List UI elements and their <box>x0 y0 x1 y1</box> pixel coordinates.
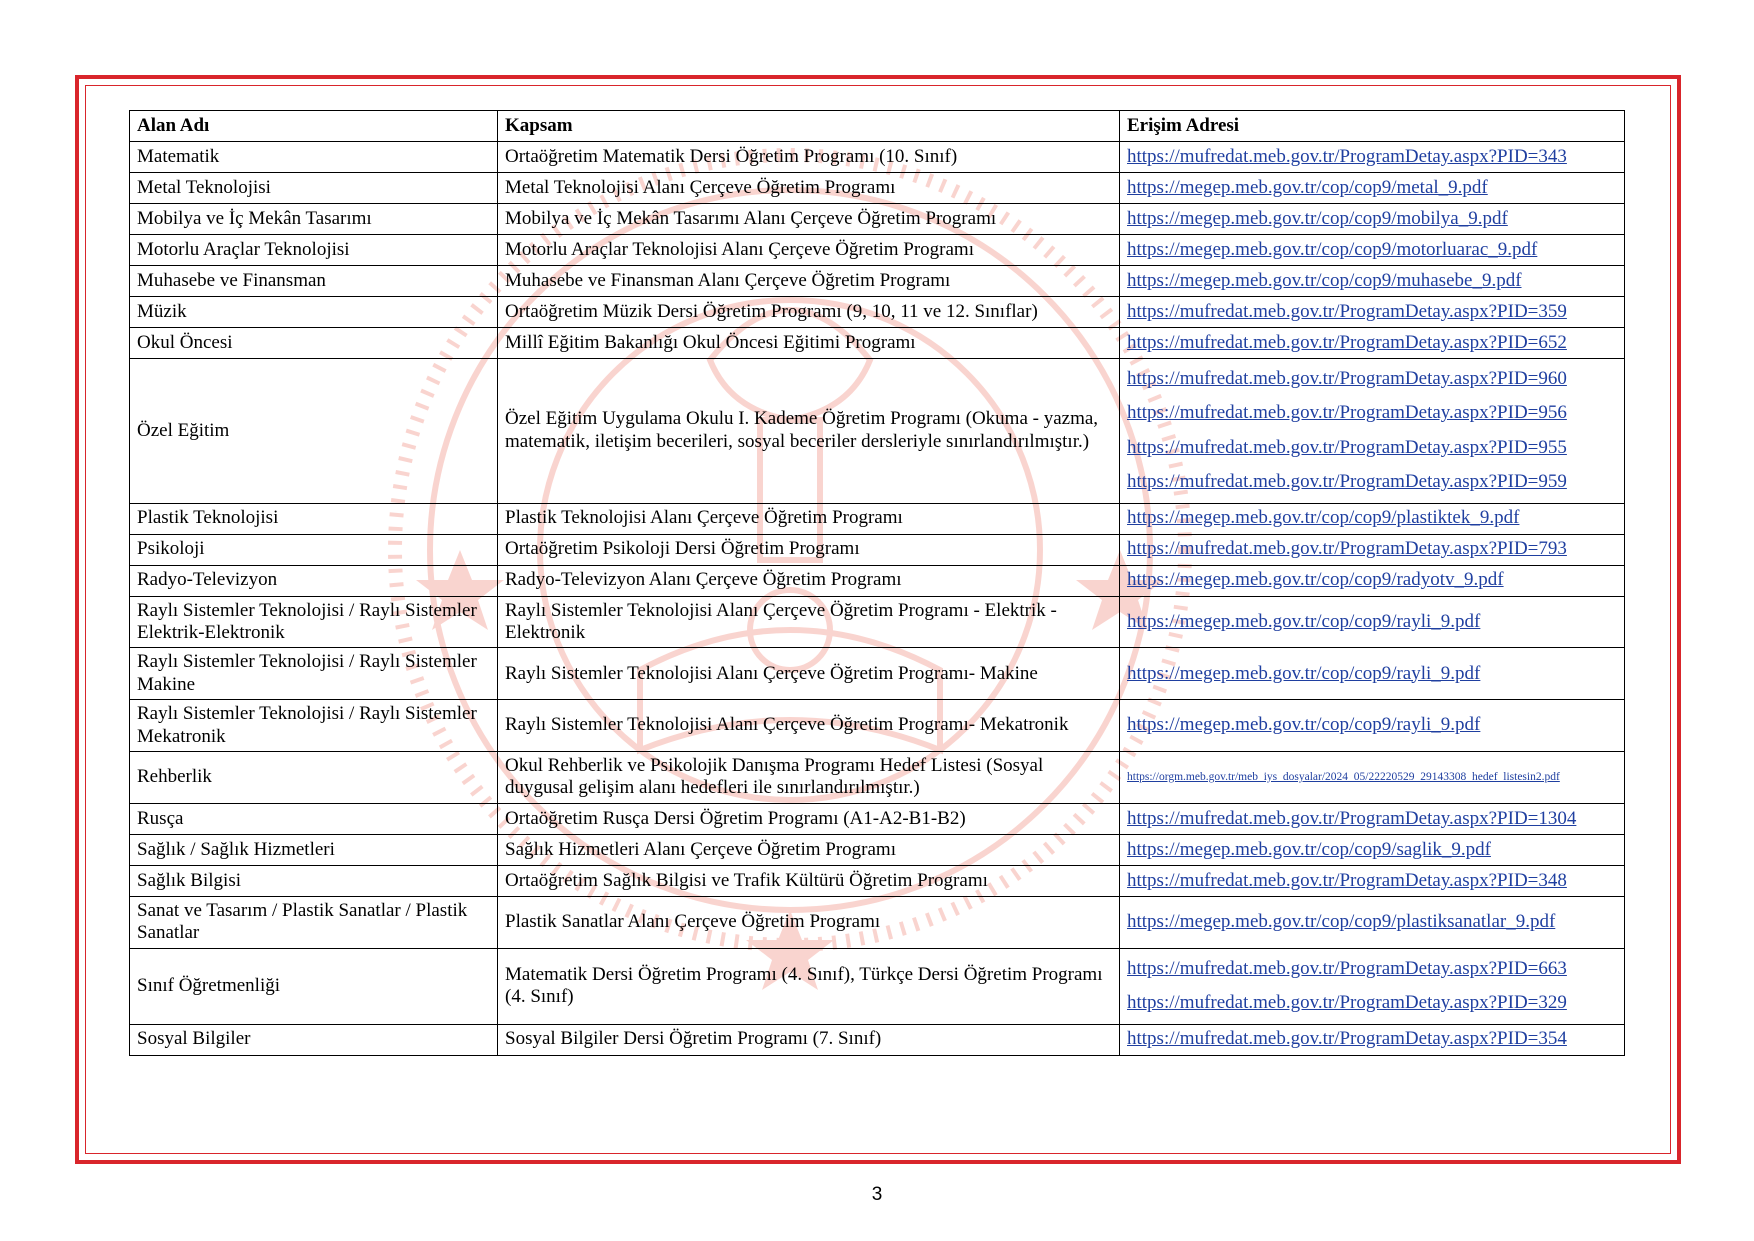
table-row <box>130 896 1625 948</box>
table-row <box>130 752 1625 804</box>
cell-kapsam: Plastik Sanatlar Alanı Çerçeve Öğretim Programı <box>498 896 1120 948</box>
cell-alan: Radyo-Televizyon <box>130 565 498 596</box>
cell-erisim <box>1120 534 1625 565</box>
cell-erisim <box>1120 700 1625 752</box>
table-row <box>130 803 1625 834</box>
cell-erisim <box>1120 865 1625 896</box>
cell-alan: Mobilya ve İç Mekân Tasarımı <box>130 204 498 235</box>
access-link[interactable]: https://mufredat.meb.gov.tr/ProgramDetay.aspx?PID=663 <box>1127 957 1567 979</box>
cell-erisim <box>1120 648 1625 700</box>
cell-alan: Raylı Sistemler Teknolojisi / Raylı Sistemler Makine <box>130 648 498 700</box>
access-link[interactable]: https://mufredat.meb.gov.tr/ProgramDetay.aspx?PID=354 <box>1127 1028 1567 1050</box>
cell-kapsam: Ortaöğretim Matematik Dersi Öğretim Programı (10. Sınıf) <box>498 142 1120 173</box>
access-link[interactable]: https://megep.meb.gov.tr/cop/cop9/metal_9.pdf <box>1127 176 1488 198</box>
access-link[interactable]: https://megep.meb.gov.tr/cop/cop9/rayli_9.pdf <box>1127 662 1481 684</box>
cell-alan: Psikoloji <box>130 534 498 565</box>
cell-erisim <box>1120 266 1625 297</box>
cell-kapsam: Matematik Dersi Öğretim Programı (4. Sınıf), Türkçe Dersi Öğretim Programı (4. Sınıf) <box>498 948 1120 1024</box>
access-link[interactable]: https://megep.meb.gov.tr/cop/cop9/radyotv_9.pdf <box>1127 569 1504 591</box>
access-link[interactable]: https://mufredat.meb.gov.tr/ProgramDetay.aspx?PID=960 <box>1127 368 1567 389</box>
cell-alan: Sanat ve Tasarım / Plastik Sanatlar / Plastik Sanatlar <box>130 896 498 948</box>
table-row <box>130 235 1625 266</box>
access-link[interactable]: https://megep.meb.gov.tr/cop/cop9/mobilya_9.pdf <box>1127 207 1508 229</box>
cell-alan: Rehberlik <box>130 752 498 804</box>
table-row <box>130 266 1625 297</box>
access-link[interactable]: https://mufredat.meb.gov.tr/ProgramDetay.aspx?PID=343 <box>1127 145 1567 167</box>
cell-kapsam: Millî Eğitim Bakanlığı Okul Öncesi Eğitimi Programı <box>498 328 1120 359</box>
cell-alan: Metal Teknolojisi <box>130 173 498 204</box>
cell-alan: Sağlık / Sağlık Hizmetleri <box>130 834 498 865</box>
cell-erisim <box>1120 565 1625 596</box>
access-link[interactable]: https://megep.meb.gov.tr/cop/cop9/rayli_9.pdf <box>1127 714 1481 736</box>
curriculum-table <box>129 110 1625 1056</box>
cell-alan: Özel Eğitim <box>130 359 498 504</box>
table-row <box>130 565 1625 596</box>
access-link[interactable]: https://megep.meb.gov.tr/cop/cop9/plastiktek_9.pdf <box>1127 507 1520 529</box>
cell-alan: Plastik Teknolojisi <box>130 503 498 534</box>
access-link[interactable]: https://megep.meb.gov.tr/cop/cop9/muhasebe_9.pdf <box>1127 269 1522 291</box>
cell-alan: Müzik <box>130 297 498 328</box>
access-link[interactable]: https://mufredat.meb.gov.tr/ProgramDetay.aspx?PID=359 <box>1127 300 1567 322</box>
cell-erisim <box>1120 142 1625 173</box>
cell-kapsam: Ortaöğretim Rusça Dersi Öğretim Programı (A1-A2-B1-B2) <box>498 803 1120 834</box>
table-row <box>130 648 1625 700</box>
cell-erisim <box>1120 359 1625 504</box>
table-row <box>130 700 1625 752</box>
cell-alan: Sınıf Öğretmenliği <box>130 948 498 1024</box>
cell-alan: Muhasebe ve Finansman <box>130 266 498 297</box>
access-link[interactable]: https://megep.meb.gov.tr/cop/cop9/plastiksanatlar_9.pdf <box>1127 911 1556 933</box>
access-link[interactable]: https://mufredat.meb.gov.tr/ProgramDetay.aspx?PID=1304 <box>1127 807 1577 829</box>
cell-alan: Raylı Sistemler Teknolojisi / Raylı Sistemler Elektrik-Elektronik <box>130 596 498 648</box>
cell-kapsam: Özel Eğitim Uygulama Okulu I. Kademe Öğretim Programı (Okuma - yazma, matematik, iletişim becerileri, sosyal beceriler dersleriyle sınırlandırılmıştır.) <box>498 359 1120 504</box>
cell-kapsam: Raylı Sistemler Teknolojisi Alanı Çerçeve Öğretim Programı- Mekatronik <box>498 700 1120 752</box>
table-row <box>130 1024 1625 1055</box>
cell-kapsam: Metal Teknolojisi Alanı Çerçeve Öğretim Programı <box>498 173 1120 204</box>
cell-erisim <box>1120 503 1625 534</box>
table-row <box>130 534 1625 565</box>
cell-erisim <box>1120 596 1625 648</box>
column-header-alan: Alan Adı <box>130 111 498 142</box>
table-row <box>130 948 1625 1024</box>
cell-kapsam: Sağlık Hizmetleri Alanı Çerçeve Öğretim Programı <box>498 834 1120 865</box>
table-row <box>130 503 1625 534</box>
cell-kapsam: Ortaöğretim Müzik Dersi Öğretim Programı (9, 10, 11 ve 12. Sınıflar) <box>498 297 1120 328</box>
cell-erisim <box>1120 896 1625 948</box>
cell-erisim <box>1120 1024 1625 1055</box>
column-header-erisim: Erişim Adresi <box>1120 111 1625 142</box>
cell-erisim <box>1120 948 1625 1024</box>
access-link[interactable]: https://orgm.meb.gov.tr/meb_iys_dosyalar/2024_05/22220529_29143308_hedef_listesin2.pdf <box>1127 770 1560 783</box>
page-number: 3 <box>871 1184 883 1205</box>
cell-kapsam: Motorlu Araçlar Teknolojisi Alanı Çerçeve Öğretim Programı <box>498 235 1120 266</box>
access-link[interactable]: https://mufredat.meb.gov.tr/ProgramDetay.aspx?PID=956 <box>1127 402 1567 424</box>
access-link[interactable]: https://mufredat.meb.gov.tr/ProgramDetay.aspx?PID=955 <box>1127 436 1567 458</box>
cell-kapsam: Plastik Teknolojisi Alanı Çerçeve Öğretim Programı <box>498 503 1120 534</box>
access-link[interactable]: https://mufredat.meb.gov.tr/ProgramDetay.aspx?PID=959 <box>1127 471 1567 493</box>
table-header-row <box>130 111 1625 142</box>
cell-kapsam: Raylı Sistemler Teknolojisi Alanı Çerçeve Öğretim Programı- Makine <box>498 648 1120 700</box>
cell-kapsam: Muhasebe ve Finansman Alanı Çerçeve Öğretim Programı <box>498 266 1120 297</box>
table-row <box>130 596 1625 648</box>
cell-kapsam: Ortaöğretim Sağlık Bilgisi ve Trafik Kültürü Öğretim Programı <box>498 865 1120 896</box>
access-link[interactable]: https://mufredat.meb.gov.tr/ProgramDetay.aspx?PID=793 <box>1127 538 1567 560</box>
table-row <box>130 834 1625 865</box>
cell-kapsam: Ortaöğretim Psikoloji Dersi Öğretim Programı <box>498 534 1120 565</box>
cell-erisim <box>1120 834 1625 865</box>
cell-erisim <box>1120 752 1625 804</box>
cell-erisim <box>1120 297 1625 328</box>
table-row <box>130 359 1625 504</box>
access-link[interactable]: https://mufredat.meb.gov.tr/ProgramDetay.aspx?PID=348 <box>1127 869 1567 891</box>
table-row <box>130 173 1625 204</box>
access-link[interactable]: https://megep.meb.gov.tr/cop/cop9/saglik_9.pdf <box>1127 838 1491 860</box>
cell-kapsam: Okul Rehberlik ve Psikolojik Danışma Programı Hedef Listesi (Sosyal duygusal gelişim alanı hedefleri ile sınırlandırılmıştır.) <box>498 752 1120 804</box>
column-header-kapsam: Kapsam <box>498 111 1120 142</box>
access-link[interactable]: https://mufredat.meb.gov.tr/ProgramDetay.aspx?PID=652 <box>1127 331 1567 353</box>
table-row <box>130 142 1625 173</box>
table-row <box>130 865 1625 896</box>
cell-erisim <box>1120 173 1625 204</box>
access-link[interactable]: https://megep.meb.gov.tr/cop/cop9/motorluarac_9.pdf <box>1127 238 1538 260</box>
cell-alan: Okul Öncesi <box>130 328 498 359</box>
access-link[interactable]: https://mufredat.meb.gov.tr/ProgramDetay.aspx?PID=329 <box>1127 992 1567 1014</box>
cell-alan: Rusça <box>130 803 498 834</box>
cell-kapsam: Mobilya ve İç Mekân Tasarımı Alanı Çerçeve Öğretim Programı <box>498 204 1120 235</box>
cell-kapsam: Radyo-Televizyon Alanı Çerçeve Öğretim Programı <box>498 565 1120 596</box>
access-link[interactable]: https://megep.meb.gov.tr/cop/cop9/rayli_9.pdf <box>1127 610 1481 632</box>
table-row <box>130 204 1625 235</box>
cell-kapsam: Sosyal Bilgiler Dersi Öğretim Programı (7. Sınıf) <box>498 1024 1120 1055</box>
cell-kapsam: Raylı Sistemler Teknolojisi Alanı Çerçeve Öğretim Programı - Elektrik - Elektronik <box>498 596 1120 648</box>
cell-alan: Sosyal Bilgiler <box>130 1024 498 1055</box>
table-row <box>130 297 1625 328</box>
cell-erisim <box>1120 235 1625 266</box>
cell-alan: Sağlık Bilgisi <box>130 865 498 896</box>
cell-alan: Motorlu Araçlar Teknolojisi <box>130 235 498 266</box>
cell-erisim <box>1120 803 1625 834</box>
cell-erisim <box>1120 204 1625 235</box>
cell-erisim <box>1120 328 1625 359</box>
table-row <box>130 328 1625 359</box>
cell-alan: Matematik <box>130 142 498 173</box>
cell-alan: Raylı Sistemler Teknolojisi / Raylı Sistemler Mekatronik <box>130 700 498 752</box>
